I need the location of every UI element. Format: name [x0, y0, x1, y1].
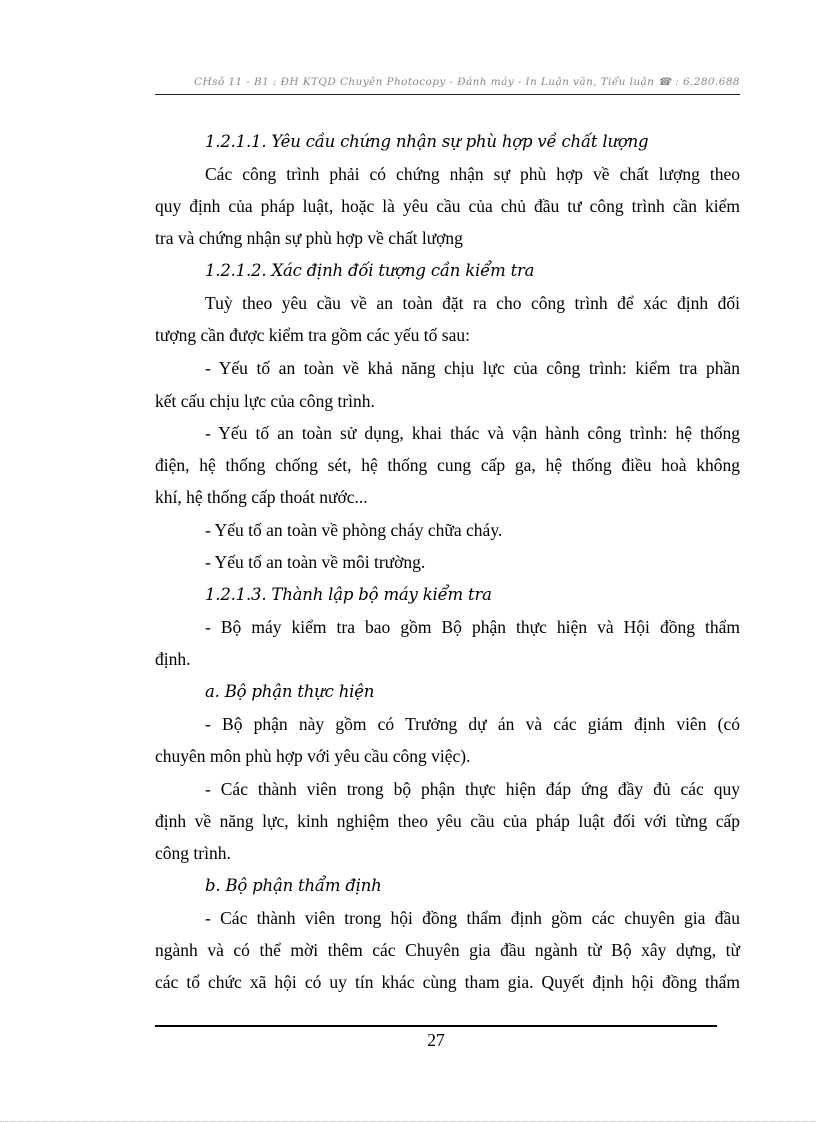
running-header: CHsô 11 - B1 : ĐH KTQD Chuyên Photocopy - Đánh máy - In Luận văn, Tiểu luận ☎ : 6.280.688	[155, 76, 740, 95]
paragraph-line: điện, hệ thống chống sét, hệ thống cung cấp ga, hệ thống điều hoà không	[155, 455, 740, 475]
paragraph-line: định.	[155, 649, 191, 669]
bullet-line: - Bộ máy kiểm tra bao gồm Bộ phận thực hiện và Hội đồng thẩm	[205, 617, 740, 637]
paragraph-line: công trình.	[155, 843, 231, 863]
bullet-line: - Bộ phận này gồm có Trưởng dự án và các giám định viên (có	[205, 714, 740, 734]
paragraph-line: tượng cần được kiểm tra gồm các yếu tố sau:	[155, 325, 470, 345]
subheading-a: a. Bộ phận thực hiện	[205, 682, 375, 701]
bullet-line: - Các thành viên trong bộ phận thực hiện đáp ứng đầy đủ các quy	[205, 779, 740, 799]
paragraph-line: Các công trình phải có chứng nhận sự phù hợp về chất lượng theo	[205, 164, 740, 184]
section-heading-1-2-1-3: 1.2.1.3. Thành lập bộ máy kiểm tra	[205, 585, 492, 604]
bullet-line: - Yếu tố an toàn về môi trường.	[205, 552, 426, 572]
footer-divider	[155, 1025, 717, 1027]
bullet-line: - Yếu tố an toàn về khả năng chịu lực của công trình: kiểm tra phần	[205, 358, 740, 378]
paragraph-line: định về năng lực, kinh nghiệm theo yêu cầu của pháp luật đối với từng cấp	[155, 811, 740, 831]
paragraph-line: ngành và có thể mời thêm các Chuyên gia đầu ngành từ Bộ xây dựng, từ	[155, 940, 740, 960]
page-edge-divider	[0, 1121, 816, 1122]
paragraph-line: Tuỳ theo yêu cầu về an toàn đặt ra cho công trình để xác định đối	[205, 293, 740, 313]
section-heading-1-2-1-1: 1.2.1.1. Yêu cầu chứng nhận sự phù hợp về chất lượng	[205, 132, 649, 151]
paragraph-line: quy định của pháp luật, hoặc là yêu cầu của chủ đầu tư công trình cần kiểm	[155, 196, 740, 216]
paragraph-line: kết cấu chịu lực của công trình.	[155, 391, 375, 411]
page-number: 27	[427, 1030, 445, 1050]
subheading-b: b. Bộ phận thẩm định	[205, 876, 382, 895]
bullet-line: - Yếu tố an toàn sử dụng, khai thác và vận hành công trình: hệ thống	[205, 423, 740, 443]
paragraph-line: chuyên môn phù hợp với yêu cầu công việc).	[155, 746, 471, 766]
paragraph-line: tra và chứng nhận sự phù hợp về chất lượng	[155, 228, 463, 248]
paragraph-line: khí, hệ thống cấp thoát nước...	[155, 487, 368, 507]
paragraph-line: các tổ chức xã hội có uy tín khác cùng tham gia. Quyết định hội đồng thẩm	[155, 972, 740, 992]
bullet-line: - Các thành viên trong hội đồng thẩm định gồm các chuyên gia đầu	[205, 908, 740, 928]
section-heading-1-2-1-2: 1.2.1.2. Xác định đối tượng cần kiểm tra	[205, 261, 535, 280]
bullet-line: - Yếu tố an toàn về phòng cháy chữa cháy.	[205, 520, 503, 540]
